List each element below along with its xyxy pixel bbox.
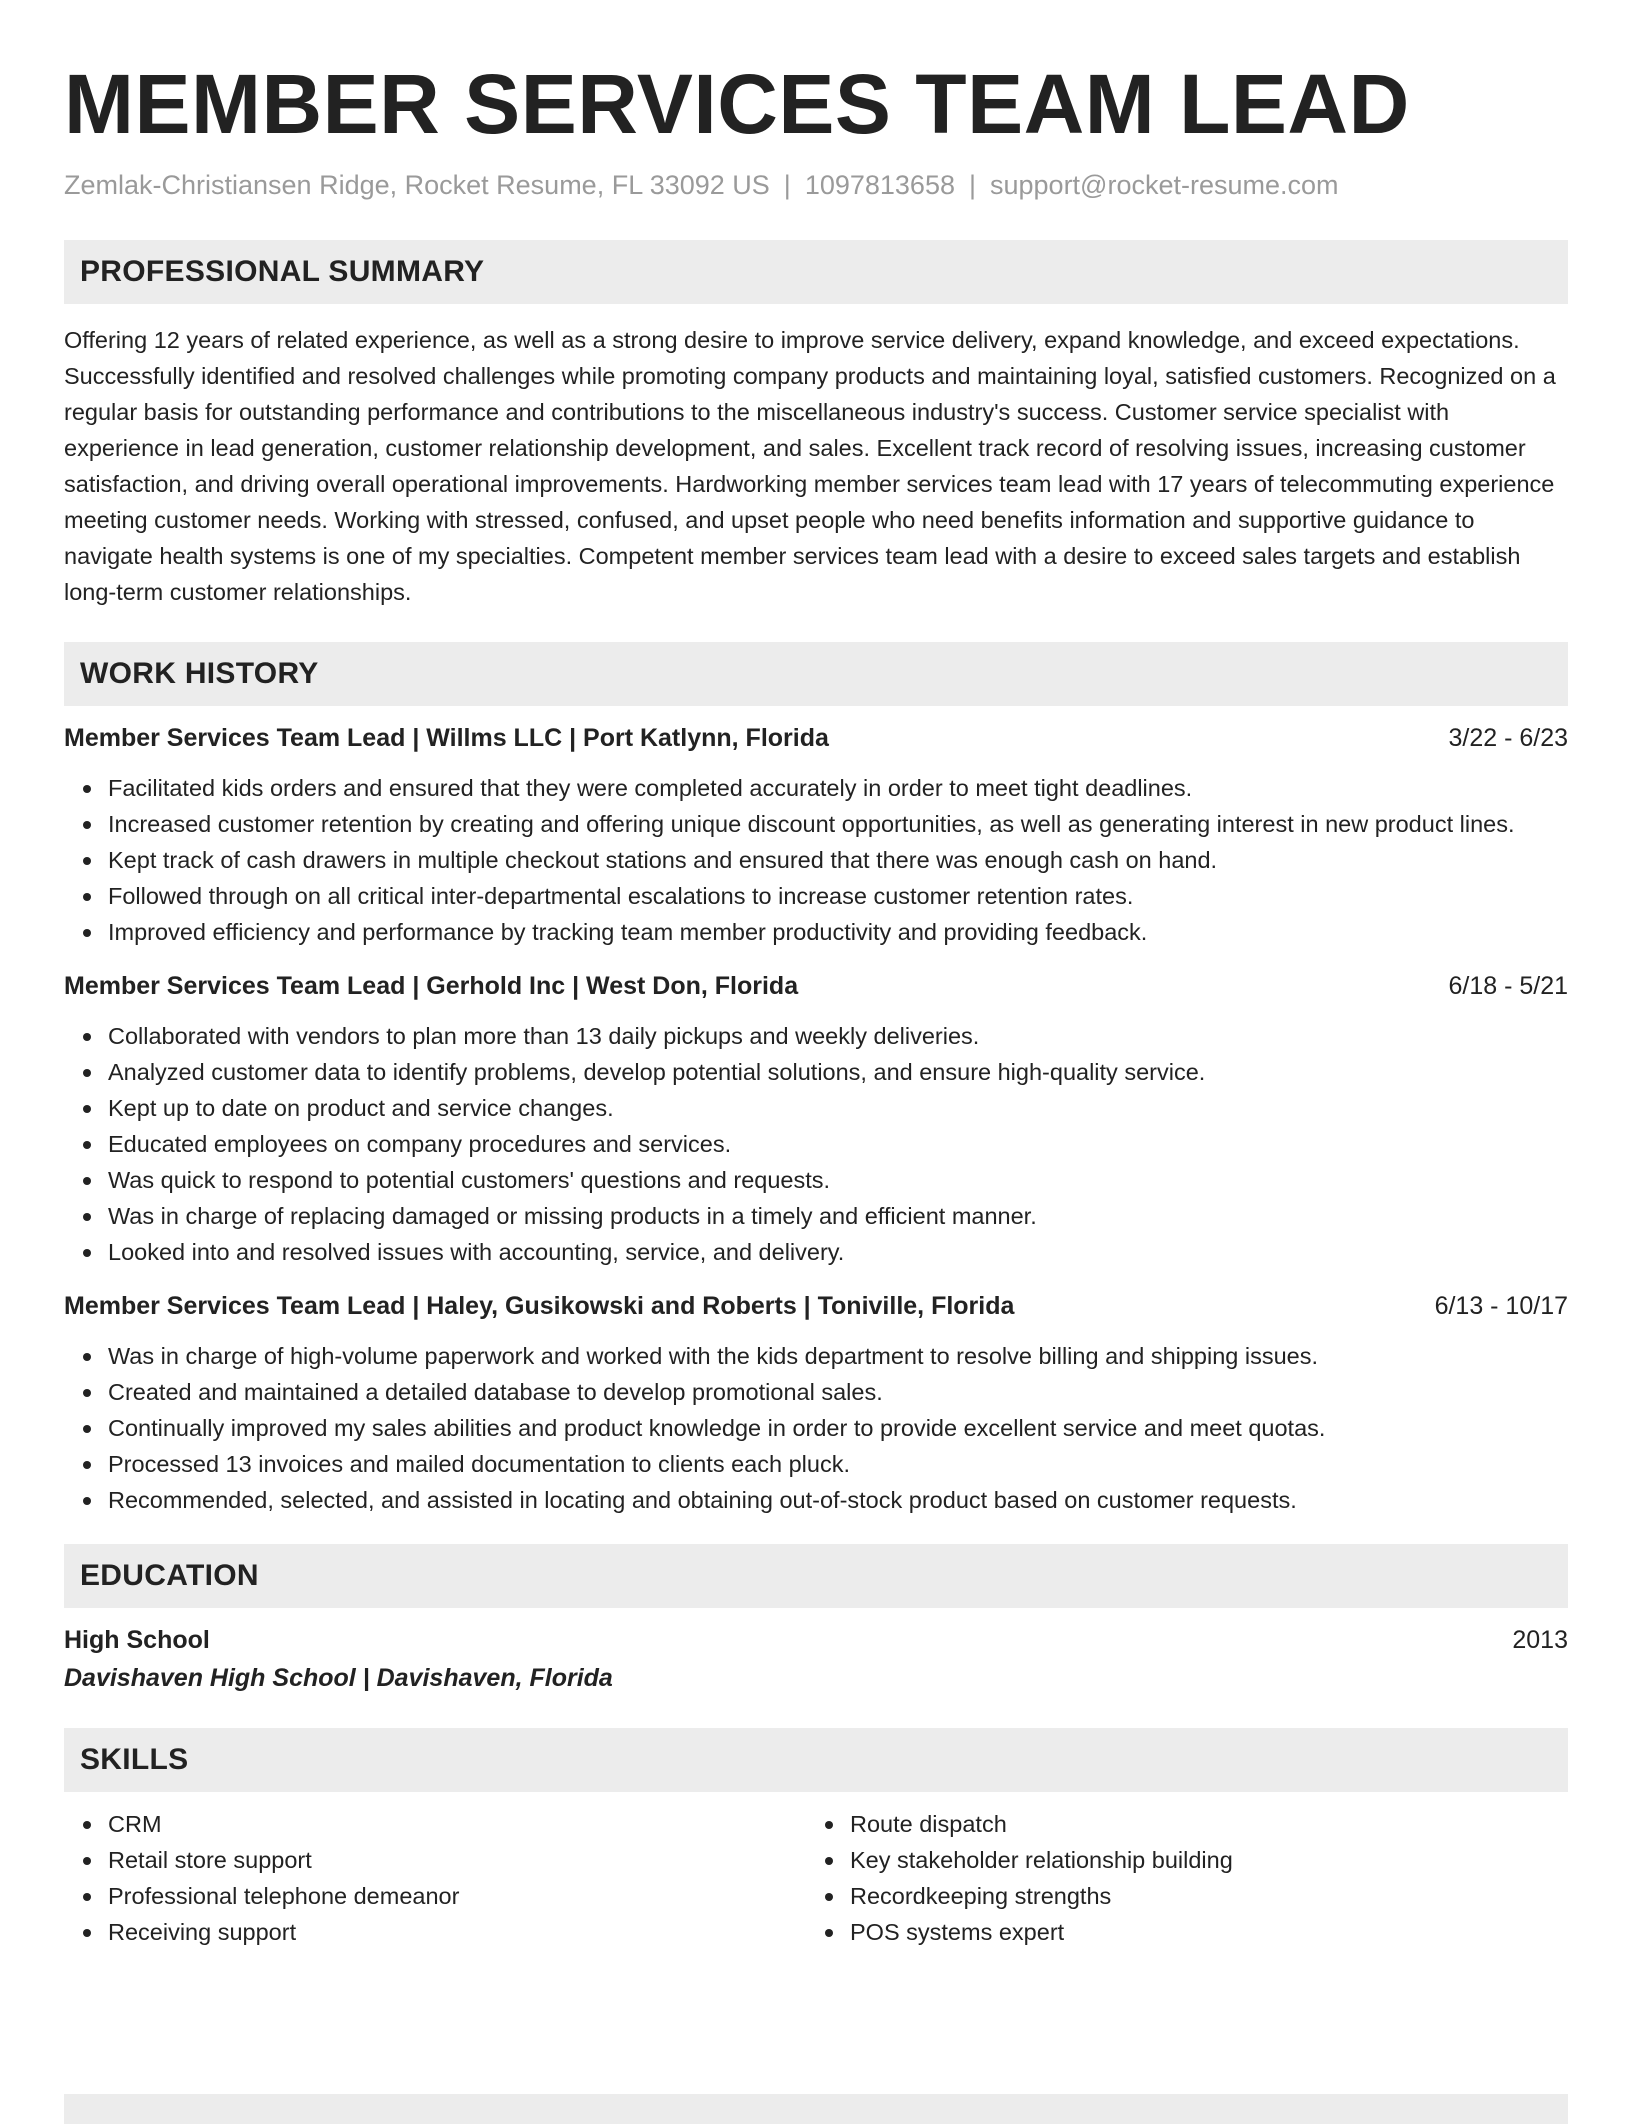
job-title: Member Services Team Lead | Gerhold Inc | West Don, Florida bbox=[64, 972, 799, 1000]
list-item: Processed 13 invoices and mailed documentation to clients each pluck. bbox=[108, 1446, 1568, 1482]
list-item: Collaborated with vendors to plan more than 13 daily pickups and weekly deliveries. bbox=[108, 1018, 1568, 1054]
list-item: Kept track of cash drawers in multiple checkout stations and ensured that there was enough cash on hand. bbox=[108, 842, 1568, 878]
list-item: Route dispatch bbox=[850, 1806, 1548, 1842]
education-entry bbox=[64, 1622, 1568, 1698]
list-item: Was in charge of replacing damaged or missing products in a timely and efficient manner. bbox=[108, 1198, 1568, 1234]
section-heading-education: EDUCATION bbox=[64, 1544, 1568, 1608]
skills-list bbox=[806, 1806, 1548, 1950]
job-bullets bbox=[64, 1018, 1568, 1270]
skills-column-right bbox=[806, 1806, 1548, 1950]
list-item: Educated employees on company procedures and services. bbox=[108, 1126, 1568, 1162]
section-heading-skills: SKILLS bbox=[64, 1728, 1568, 1792]
job-header bbox=[64, 720, 1568, 756]
job-dates: 6/18 - 5/21 bbox=[1448, 972, 1568, 1000]
skills-column-left bbox=[64, 1806, 806, 1950]
list-item: Recommended, selected, and assisted in locating and obtaining out-of-stock product based on customer requests. bbox=[108, 1482, 1568, 1518]
section-heading-work-history: WORK HISTORY bbox=[64, 642, 1568, 706]
list-item: Professional telephone demeanor bbox=[108, 1878, 806, 1914]
contact-separator: | bbox=[783, 170, 791, 200]
job-dates: 6/13 - 10/17 bbox=[1434, 1292, 1568, 1320]
skills-list bbox=[64, 1806, 806, 1950]
list-item: Improved efficiency and performance by tracking team member productivity and providing feedback. bbox=[108, 914, 1568, 950]
education-degree: High School bbox=[64, 1626, 210, 1654]
education-school: Davishaven High School | Davishaven, Florida bbox=[64, 1664, 613, 1692]
list-item: Retail store support bbox=[108, 1842, 806, 1878]
list-item: Was quick to respond to potential customers' questions and requests. bbox=[108, 1162, 1568, 1198]
job-entry bbox=[64, 720, 1568, 950]
job-title: Member Services Team Lead | Willms LLC | Port Katlynn, Florida bbox=[64, 724, 829, 752]
job-header bbox=[64, 968, 1568, 1004]
job-entry bbox=[64, 1288, 1568, 1518]
list-item: Receiving support bbox=[108, 1914, 806, 1950]
candidate-title: MEMBER SERVICES TEAM LEAD bbox=[64, 57, 1410, 151]
job-header bbox=[64, 1288, 1568, 1324]
list-item: Kept up to date on product and service changes. bbox=[108, 1090, 1568, 1126]
job-title: Member Services Team Lead | Haley, Gusikowski and Roberts | Toniville, Florida bbox=[64, 1292, 1015, 1320]
list-item: Looked into and resolved issues with accounting, service, and delivery. bbox=[108, 1234, 1568, 1270]
contact-line bbox=[64, 168, 1568, 202]
list-item: CRM bbox=[108, 1806, 806, 1842]
job-entry bbox=[64, 968, 1568, 1270]
contact-email[interactable]: support@rocket-resume.com bbox=[990, 170, 1339, 200]
list-item: Facilitated kids orders and ensured that they were completed accurately in order to meet tight deadlines. bbox=[108, 770, 1568, 806]
education-year: 2013 bbox=[1512, 1626, 1568, 1654]
list-item: Recordkeeping strengths bbox=[850, 1878, 1548, 1914]
summary-text: Offering 12 years of related experience, as well as a strong desire to improve service delivery, expand knowledge, and exceed expectations. Successfully identified and resolved challenges while promoting company products and maintaining loyal, satisfied customers. Recognized on a regular basis for outstanding performance and contributions to the miscellaneous industry's success. Customer service specialist with experience in lead generation, customer relationship development, and sales. Excellent track record of resolving issues, increasing customer satisfaction, and driving overall operational improvements. Hardworking member services team lead with 17 years of telecommuting experience meeting customer needs. Working with stressed, confused, and upset people who need benefits information and supportive guidance to navigate health systems is one of my specialties. Competent member services team lead with a desire to exceed sales targets and establish long-term customer relationships. bbox=[64, 327, 1556, 605]
list-item: Followed through on all critical inter-departmental escalations to increase customer retention rates. bbox=[108, 878, 1568, 914]
list-item: Increased customer retention by creating and offering unique discount opportunities, as well as generating interest in new product lines. bbox=[108, 806, 1568, 842]
skills-grid bbox=[64, 1806, 1568, 1950]
job-dates: 3/22 - 6/23 bbox=[1448, 724, 1568, 752]
list-item: Created and maintained a detailed database to develop promotional sales. bbox=[108, 1374, 1568, 1410]
section-heading-summary: PROFESSIONAL SUMMARY bbox=[64, 240, 1568, 304]
list-item: POS systems expert bbox=[850, 1914, 1548, 1950]
list-item: Was in charge of high-volume paperwork and worked with the kids department to resolve billing and shipping issues. bbox=[108, 1338, 1568, 1374]
list-item: Key stakeholder relationship building bbox=[850, 1842, 1548, 1878]
contact-separator: | bbox=[968, 170, 976, 200]
contact-address: Zemlak-Christiansen Ridge, Rocket Resume, FL 33092 US bbox=[64, 170, 770, 200]
list-item: Analyzed customer data to identify problems, develop potential solutions, and ensure high-quality service. bbox=[108, 1054, 1568, 1090]
education-header bbox=[64, 1622, 1568, 1658]
next-section-heading-bar bbox=[64, 2094, 1568, 2124]
contact-phone[interactable]: 1097813658 bbox=[804, 170, 955, 200]
list-item: Continually improved my sales abilities and product knowledge in order to provide excellent service and meet quotas. bbox=[108, 1410, 1568, 1446]
job-bullets bbox=[64, 1338, 1568, 1518]
job-bullets bbox=[64, 770, 1568, 950]
